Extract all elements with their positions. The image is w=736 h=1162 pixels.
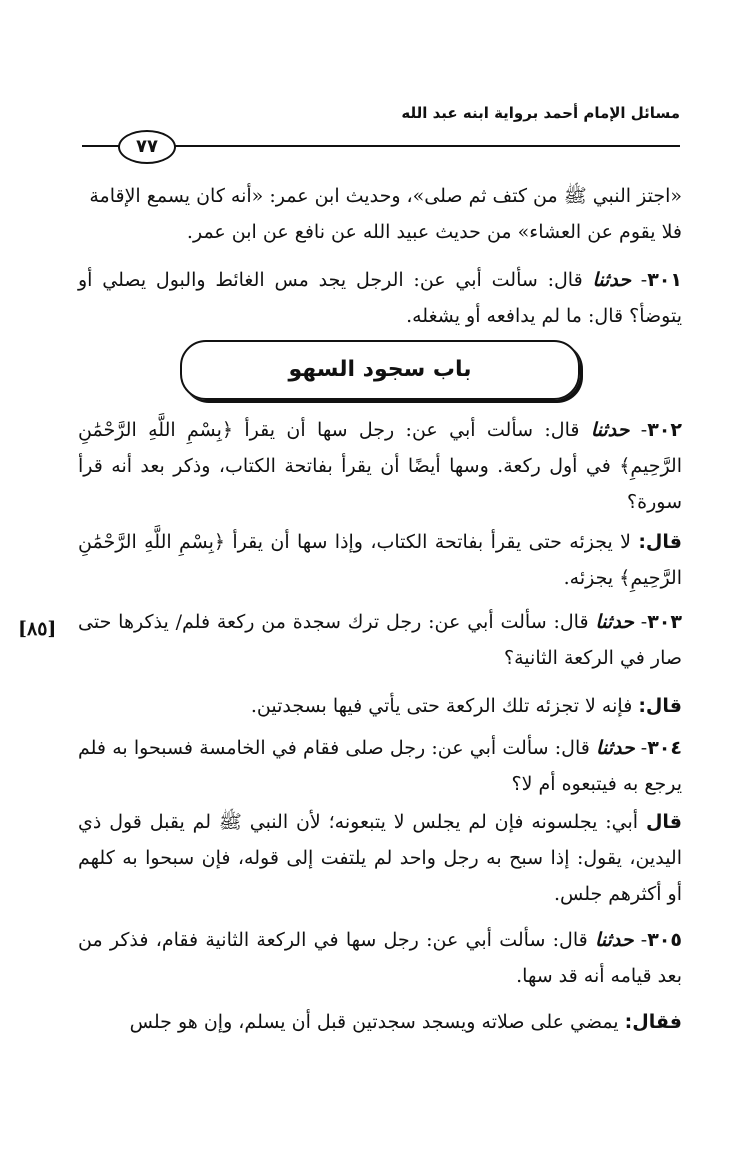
question-number: ٣٠٤ bbox=[647, 737, 682, 759]
question-number: ٣٠١ bbox=[647, 269, 682, 291]
qal-label: قال: bbox=[638, 531, 682, 553]
answer-304 bbox=[78, 804, 682, 912]
intro-line-1: «اجتز النبي ﷺ من كتف ثم صلى»، وحديث ابن عمر: «أنه كان يسمع الإقامة bbox=[89, 185, 682, 207]
question-number: ٣٠٥ bbox=[647, 929, 682, 951]
answer-text: أبي: يجلسونه فإن لم يجلس لا يتبعونه؛ لأن النبي ﷺ لم يقبل قول ذي اليدين، يقول: إذا سبح به رجل واحد لم يلتفت إلى قوله، فإن سبحوا به كلهم أو أكثرهم جلس. bbox=[78, 811, 682, 905]
question-text: قال: سألت أبي عن: رجل ترك سجدة من ركعة فلم/ يذكرها حتى صار في الركعة الثانية؟ bbox=[78, 611, 682, 669]
haddathana-label: حدثنا bbox=[592, 269, 631, 291]
haddathana-label: حدثنا bbox=[596, 737, 635, 759]
question-number: ٣٠٢ bbox=[647, 419, 682, 441]
qal-label: فقال: bbox=[624, 1011, 682, 1033]
question-text: قال: سألت أبي عن: الرجل يجد مس الغائط والبول يصلي أو يتوضأ؟ قال: ما لم يدافعه أو يشغله. bbox=[78, 269, 682, 327]
answer-text: لا يجزئه حتى يقرأ بفاتحة الكتاب، وإذا سها أن يقرأ ﴿بِسْمِ اللَّهِ الرَّحْمَٰنِ الرَّحِيمِ﴾ يجزئه. bbox=[78, 531, 682, 589]
question-304: ٣٠٤- حدثنا قال: سألت أبي عن: رجل صلى فقام في الخامسة فسبحوا به فلم يرجع به فيتبعوه أم لا؟ bbox=[78, 737, 682, 795]
qal-label: قال: bbox=[638, 695, 682, 717]
qal-label: قال bbox=[645, 811, 682, 833]
answer-text: فإنه لا تجزئه تلك الركعة حتى يأتي فيها بسجدتين. bbox=[250, 695, 633, 717]
haddathana-label: حدثنا bbox=[595, 611, 634, 633]
question-text: قال: سألت أبي عن: رجل سها في الركعة الثانية فقام، فذكر من بعد قيامه أنه قد سها. bbox=[78, 929, 682, 987]
running-title: مسائل الإمام أحمد برواية ابنه عبد الله bbox=[401, 104, 680, 122]
answer-305 bbox=[78, 1004, 682, 1040]
haddathana-label: حدثنا bbox=[590, 419, 630, 441]
margin-reference: [٨٥] bbox=[18, 618, 57, 640]
question-302: ٣٠٢- حدثنا قال: سألت أبي عن: رجل سها أن يقرأ ﴿بِسْمِ اللَّهِ الرَّحْمَٰنِ الرَّحِيمِ﴾ في أول ركعة. وسها أيضًا أن يقرأ بفاتحة الكتاب، وذكر بعد أنه قرأ سورة؟ bbox=[78, 419, 682, 513]
intro-line-2: فلا يقوم عن العشاء» من حديث عبيد الله عن نافع عن ابن عمر. bbox=[186, 221, 682, 243]
answer-303 bbox=[78, 688, 682, 724]
question-number: ٣٠٣ bbox=[647, 611, 682, 633]
answer-302 bbox=[78, 524, 682, 596]
question-text: قال: سألت أبي عن: رجل سها أن يقرأ ﴿بِسْمِ اللَّهِ الرَّحْمَٰنِ الرَّحِيمِ﴾ في أول ركعة. وسها أيضًا أن يقرأ بفاتحة الكتاب، وذكر بعد أنه قرأ سورة؟ bbox=[78, 419, 682, 513]
question-305: ٣٠٥- حدثنا قال: سألت أبي عن: رجل سها في الركعة الثانية فقام، فذكر من بعد قيامه أنه قد سها. bbox=[78, 929, 682, 987]
answer-text: يمضي على صلاته ويسجد سجدتين قبل أن يسلم، وإن هو جلس bbox=[129, 1011, 619, 1033]
chapter-title: باب سجود السهو bbox=[180, 340, 580, 400]
question-301: ٣٠١- حدثنا قال: سألت أبي عن: الرجل يجد مس الغائط والبول يصلي أو يتوضأ؟ قال: ما لم يدافعه أو يشغله. bbox=[78, 269, 682, 327]
question-303: ٣٠٣- حدثنا قال: سألت أبي عن: رجل ترك سجدة من ركعة فلم/ يذكرها حتى صار في الركعة الثانية؟ bbox=[78, 611, 682, 669]
question-text: قال: سألت أبي عن: رجل صلى فقام في الخامسة فسبحوا به فلم يرجع به فيتبعوه أم لا؟ bbox=[78, 737, 682, 795]
page-number: ٧٧ bbox=[118, 130, 176, 164]
intro-paragraph bbox=[78, 178, 682, 250]
haddathana-label: حدثنا bbox=[594, 929, 634, 951]
